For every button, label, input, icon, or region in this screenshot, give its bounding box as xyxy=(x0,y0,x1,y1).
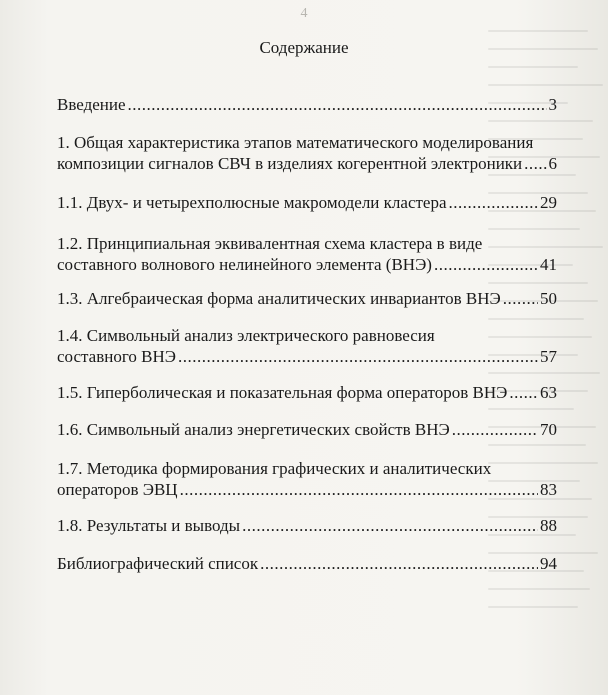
toc-page-number: 88 xyxy=(540,516,557,535)
toc-entry-text: составного ВНЭ xyxy=(57,347,176,366)
leader-dots xyxy=(128,94,547,115)
toc-page-number: 94 xyxy=(540,554,557,573)
toc-entry-text: 1.8. Результаты и выводы xyxy=(57,516,241,535)
toc-entry-text: композиции сигналов СВЧ в изделиях когерентной электроники xyxy=(57,154,523,173)
toc-entry-text: 1.4. Символьный анализ электрического равновесия xyxy=(57,326,435,345)
toc-entry-chapter-1[interactable] xyxy=(57,132,557,174)
toc-page-number: 29 xyxy=(540,193,557,212)
toc-page-number: 50 xyxy=(540,289,557,308)
toc-entry-section-1-8[interactable] xyxy=(57,515,557,536)
toc-page-number: 70 xyxy=(540,420,557,439)
leader-dots xyxy=(449,192,538,213)
page-number: 4 xyxy=(300,6,308,21)
toc-page-number: 63 xyxy=(540,383,557,402)
toc-page-number: 57 xyxy=(540,347,557,366)
toc-entry-section-1-7[interactable] xyxy=(57,458,557,500)
leader-dots xyxy=(434,254,538,275)
toc-entry-text: 1.1. Двух- и четырехполюсные макромодели кластера xyxy=(57,193,447,212)
toc-entry-text: операторов ЭВЦ xyxy=(57,480,178,499)
toc-entry-text: 1.6. Символьный анализ энергетических свойств ВНЭ xyxy=(57,420,450,439)
leader-dots xyxy=(452,419,538,440)
toc-page-number: 6 xyxy=(548,154,557,173)
toc-entry-text: 1.7. Методика формирования графических и аналитических xyxy=(57,459,492,478)
leader-dots xyxy=(503,288,538,309)
leader-dots xyxy=(178,346,538,367)
toc-entry-text: 1.3. Алгебраическая форма аналитических инвариантов ВНЭ xyxy=(57,289,501,308)
toc-entry-text: Библиографический список xyxy=(57,554,259,573)
leader-dots xyxy=(242,515,538,536)
toc-entry-section-1-6[interactable] xyxy=(57,419,557,440)
leader-dots xyxy=(524,153,546,174)
toc-entry-intro[interactable] xyxy=(57,94,557,115)
toc-page-number: 83 xyxy=(540,480,557,499)
toc-entry-section-1-2[interactable] xyxy=(57,233,557,275)
leader-dots xyxy=(260,553,538,574)
toc-entry-text: составного волнового нелинейного элемента (ВНЭ) xyxy=(57,255,432,274)
toc-page-number: 3 xyxy=(548,95,557,114)
toc-entry-section-1-4[interactable] xyxy=(57,325,557,367)
toc-entry-section-1-5[interactable] xyxy=(57,382,557,403)
toc-entry-bibliography[interactable] xyxy=(57,553,557,574)
leader-dots xyxy=(180,479,538,500)
toc-entry-text: 1.2. Принципиальная эквивалентная схема кластера в виде xyxy=(57,234,483,253)
toc-entry-section-1-3[interactable] xyxy=(57,288,557,309)
toc-entry-section-1-1[interactable] xyxy=(57,192,557,213)
toc-entry-text: Введение xyxy=(57,95,126,114)
toc-entry-text: 1. Общая характеристика этапов математического моделирования xyxy=(57,133,534,152)
toc-entry-text: 1.5. Гиперболическая и показательная форма операторов ВНЭ xyxy=(57,383,508,402)
toc-title: Содержание xyxy=(259,38,349,57)
toc-page-number: 41 xyxy=(540,255,557,274)
leader-dots xyxy=(509,382,538,403)
